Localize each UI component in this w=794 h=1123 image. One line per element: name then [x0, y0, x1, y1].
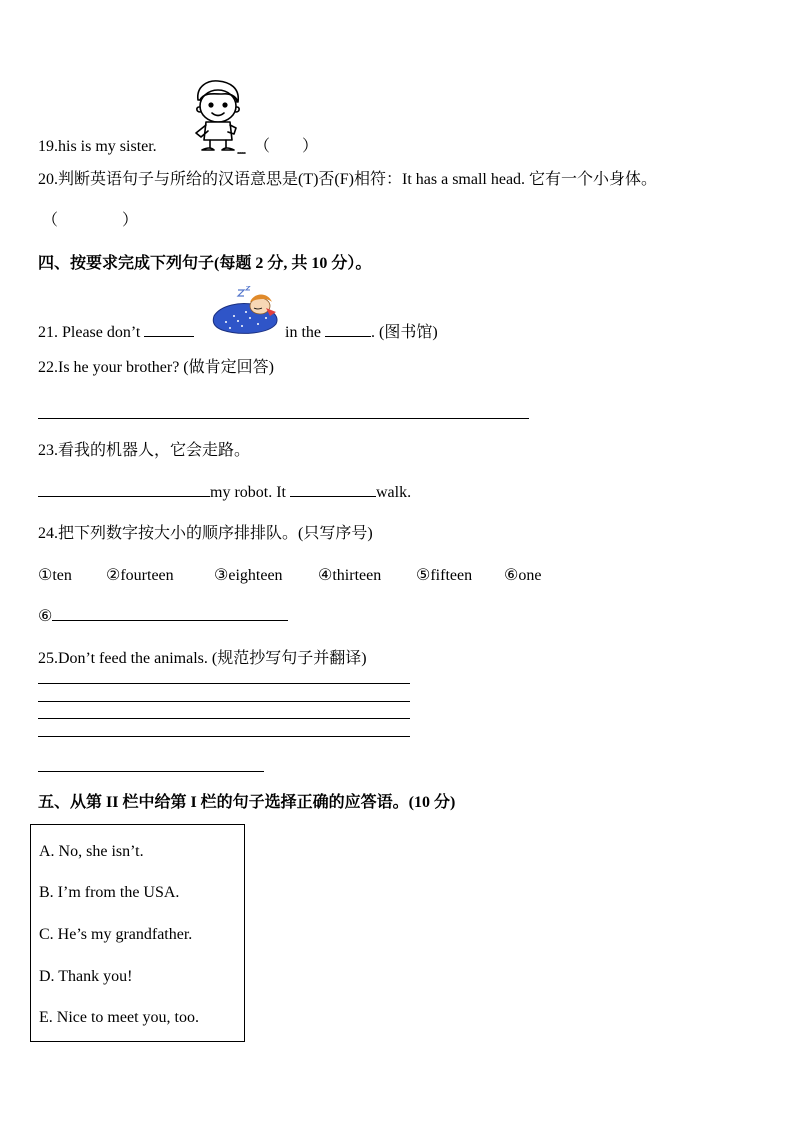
option-d: D. Thank you! [39, 968, 133, 985]
q24-answer-blank[interactable] [52, 606, 288, 621]
option-a: A. No, she isn’t. [39, 843, 144, 860]
q21-blank-2[interactable] [325, 322, 371, 337]
q23-text: 23.看我的机器人，它会走路。 [38, 442, 251, 459]
boy-cartoon-icon [190, 78, 248, 156]
q20-text: 20.判断英语句子与所给的汉语意思是(T)否(F)相符：It has a small head. 它有一个小身体。 [38, 171, 658, 188]
q22-text: 22.Is he your brother? (做肯定回答) [38, 359, 274, 376]
q21-line-end [285, 322, 438, 343]
q24-item: ③eighteen [214, 567, 283, 584]
q21-end: . (图书馆) [371, 324, 438, 341]
option-c: C. He’s my grandfather. [39, 926, 193, 943]
q19-text [38, 137, 157, 157]
q21-middle: in the [285, 324, 321, 341]
q25-translation-line[interactable] [38, 771, 264, 772]
q20-answer-paren: （ ） [42, 212, 139, 229]
q23-part1: my robot. It [210, 484, 286, 501]
section-5-title: 五、从第 II 栏中给第 I 栏的句子选择正确的应答语。(10 分) [38, 794, 456, 811]
option-b: B. I’m from the USA. [39, 884, 180, 901]
section-4-title: 四、按要求完成下列句子(每题 2 分, 共 10 分）。 [38, 255, 372, 272]
q24-answer-prefix: ⑥ [38, 608, 53, 625]
sleeping-child-icon [210, 286, 282, 338]
answer-options-box [30, 824, 245, 1042]
q19-label: 19.his is my sister. [38, 138, 157, 155]
q25-text: 25.Don’t feed the animals. (规范抄写句子并翻译) [38, 650, 367, 667]
q23-part2: walk. [376, 484, 412, 501]
q24-answer-line [38, 606, 288, 627]
q24-item: ①ten [38, 567, 72, 584]
q19-answer-paren: （ ） [254, 138, 319, 155]
q24-item: ②fourteen [106, 567, 174, 584]
q22-answer-line[interactable] [38, 418, 529, 419]
q25-writing-line[interactable] [38, 736, 410, 737]
option-e: E. Nice to meet you, too. [39, 1009, 199, 1026]
q25-writing-line[interactable] [38, 718, 410, 719]
q21-blank-1[interactable] [144, 322, 194, 337]
q21-start: 21. Please don’t [38, 324, 141, 341]
q24-text: 24.把下列数字按大小的顺序排排队。(只写序号) [38, 525, 373, 542]
q24-item: ⑤fifteen [416, 567, 473, 584]
q23-answer-line [38, 482, 411, 503]
q21-line [38, 322, 194, 343]
q24-item: ④thirteen [318, 567, 382, 584]
q25-writing-line[interactable] [38, 701, 410, 702]
q24-number-list [38, 566, 541, 586]
q24-item: ⑥one [504, 567, 542, 584]
q23-blank-2[interactable] [290, 482, 376, 497]
q23-blank-1[interactable] [38, 482, 210, 497]
q25-writing-line[interactable] [38, 683, 410, 684]
